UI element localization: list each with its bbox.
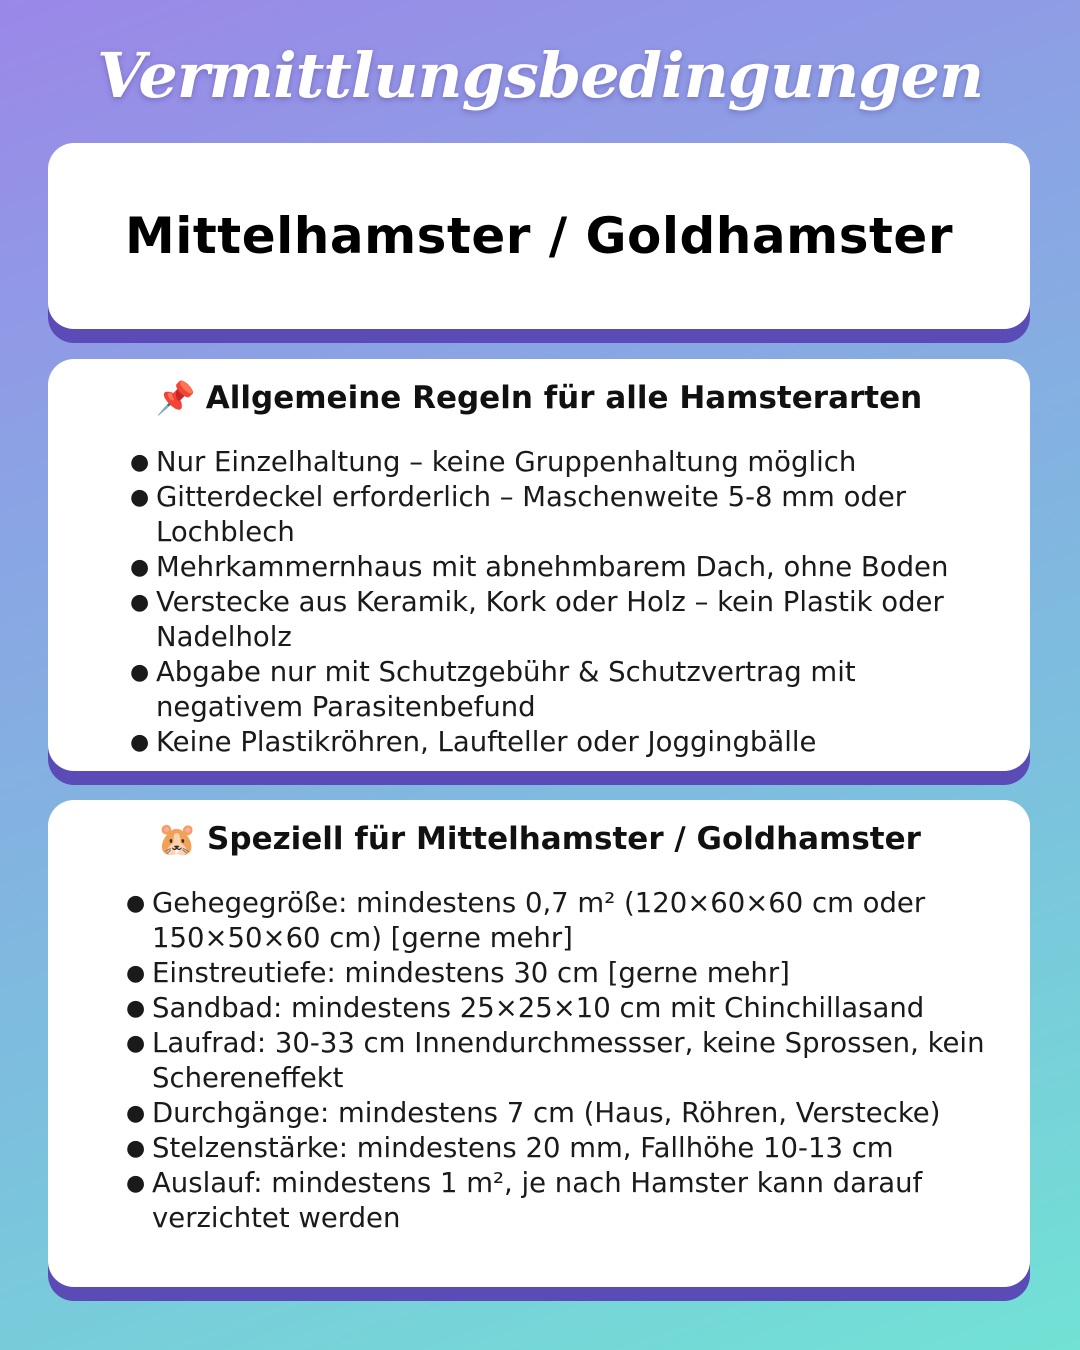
special-rules-card <box>48 800 1030 1287</box>
general-rules-card <box>48 359 1030 771</box>
list-item: ● Abgabe nur mit Schutzgebühr & Schutzvertrag mit negativem Parasitenbefund <box>130 656 856 723</box>
title-card <box>48 143 1030 329</box>
list-item: ● Stelzenstärke: mindestens 20 mm, Fallhöhe 10-13 cm <box>126 1132 894 1164</box>
list-item: ● Gitterdeckel erforderlich – Maschenweite 5-8 mm oder Lochblech <box>130 481 907 548</box>
special-rules-heading-text: Speziell für Mittelhamster / Goldhamster <box>207 821 921 857</box>
hamster-icon: 🐹 <box>157 820 197 858</box>
general-rules-list <box>130 445 996 760</box>
special-rules-list <box>126 886 1002 1236</box>
list-item: ● Auslauf: mindestens 1 m², je nach Hamster kann darauf verzichtet werden <box>126 1167 923 1234</box>
list-item: ● Gehegegröße: mindestens 0,7 m² (120×60×60 cm oder 150×50×60 cm) [gerne mehr] <box>126 887 926 954</box>
list-item: ● Nur Einzelhaltung – keine Gruppenhaltung möglich <box>130 446 857 478</box>
list-item: ● Laufrad: 30-33 cm Innendurchmessser, keine Sprossen, kein Schereneffekt <box>126 1027 985 1094</box>
general-rules-heading <box>48 373 1030 423</box>
list-item: ● Verstecke aus Keramik, Kork oder Holz – kein Plastik oder Nadelholz <box>130 586 944 653</box>
list-item: ● Sandbad: mindestens 25×25×10 cm mit Chinchillasand <box>126 992 925 1024</box>
list-item: ● Einstreutiefe: mindestens 30 cm [gerne mehr] <box>126 957 790 989</box>
list-item: ● Durchgänge: mindestens 7 cm (Haus, Röhren, Verstecke) <box>126 1097 941 1129</box>
general-rules-heading-text: Allgemeine Regeln für alle Hamsterarten <box>205 380 923 416</box>
species-title: Mittelhamster / Goldhamster <box>125 207 953 265</box>
page-title: Vermittlungsbedingungen <box>96 39 984 112</box>
pushpin-icon: 📌 <box>155 379 196 417</box>
special-rules-heading <box>48 814 1030 864</box>
list-item: ● Mehrkammernhaus mit abnehmbarem Dach, ohne Boden <box>130 551 949 583</box>
list-item: ● Keine Plastikröhren, Laufteller oder Joggingbälle <box>130 726 817 758</box>
